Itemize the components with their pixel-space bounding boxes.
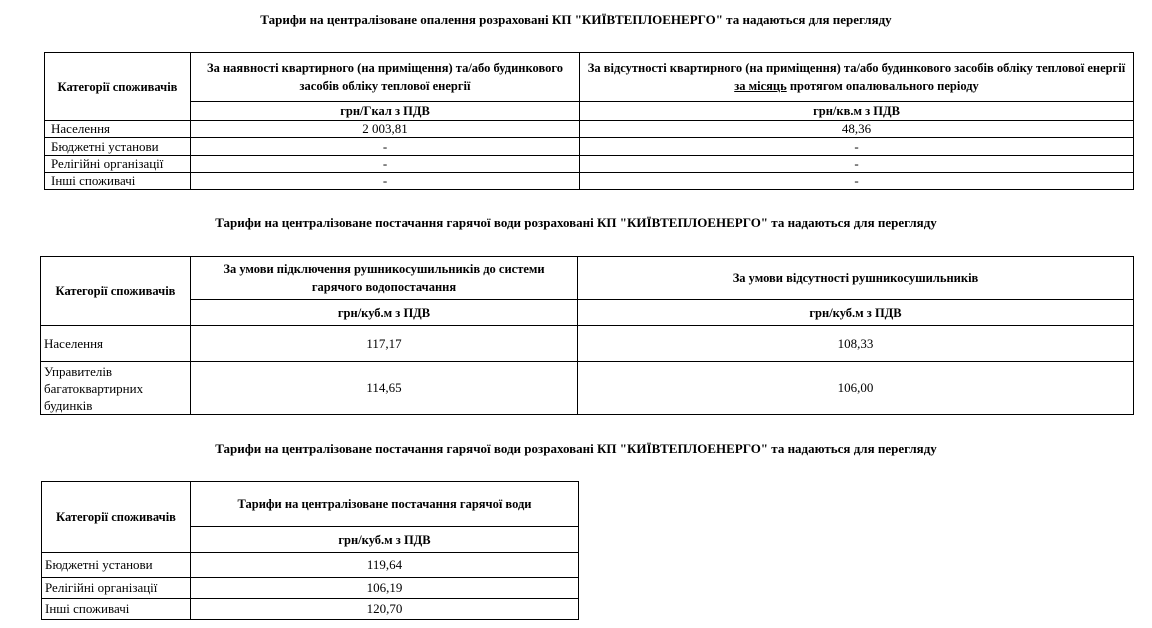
row-value: 114,65 bbox=[191, 362, 578, 415]
row-category: Інші споживачі bbox=[42, 599, 191, 620]
hot-water-other-col1-header: Тарифи на централізоване постачання гарячої води bbox=[191, 482, 579, 527]
hot-water-col2-unit: грн/куб.м з ПДВ bbox=[578, 300, 1134, 326]
row-category: Релігійні організації bbox=[42, 578, 191, 599]
heating-table bbox=[44, 52, 1134, 190]
table-row bbox=[42, 599, 579, 620]
row-value: 108,33 bbox=[578, 326, 1134, 362]
heating-col1-header: За наявності квартирного (на приміщення) та/або будинкового засобів обліку теплової енергії bbox=[191, 53, 580, 102]
heating-category-header: Категорії споживачів bbox=[45, 53, 191, 121]
table-row bbox=[42, 553, 579, 578]
table-row bbox=[42, 578, 579, 599]
row-category: Бюджетні установи bbox=[45, 138, 191, 156]
row-value: - bbox=[191, 173, 580, 190]
table-row bbox=[45, 156, 1134, 173]
hot-water-col1-unit: грн/куб.м з ПДВ bbox=[191, 300, 578, 326]
row-category: Населення bbox=[41, 326, 191, 362]
heating-col2-unit: грн/кв.м з ПДВ bbox=[580, 102, 1134, 121]
table-row bbox=[45, 138, 1134, 156]
table-row bbox=[45, 121, 1134, 138]
row-value: 117,17 bbox=[191, 326, 578, 362]
row-value: - bbox=[580, 138, 1134, 156]
heating-title: Тарифи на централізоване опалення розраховані КП "КИЇВТЕПЛОЕНЕРГО" та надаються для перегляду bbox=[260, 12, 892, 27]
row-value: - bbox=[191, 138, 580, 156]
hot-water-col2-header: За умови відсутності рушникосушильників bbox=[578, 257, 1134, 300]
hot-water-other-category-header: Категорії споживачів bbox=[42, 482, 191, 553]
table-row bbox=[41, 362, 1134, 415]
heating-col2-header: За відсутності квартирного (на приміщення) та/або будинкового засобів обліку теплової енергії за місяць протягом опалювального періоду bbox=[580, 53, 1134, 102]
row-value: - bbox=[580, 156, 1134, 173]
row-value: 119,64 bbox=[191, 553, 579, 578]
hot-water-title: Тарифи на централізоване постачання гарячої води розраховані КП "КИЇВТЕПЛОЕНЕРГО" та надаються для перегляду bbox=[215, 215, 937, 230]
row-value: - bbox=[580, 173, 1134, 190]
row-category: Населення bbox=[45, 121, 191, 138]
table-row bbox=[45, 173, 1134, 190]
heating-col1-unit: грн/Гкал з ПДВ bbox=[191, 102, 580, 121]
row-value: 120,70 bbox=[191, 599, 579, 620]
row-value: - bbox=[191, 156, 580, 173]
row-category: Релігійні організації bbox=[45, 156, 191, 173]
hot-water-other-table bbox=[41, 481, 579, 620]
table-row bbox=[41, 326, 1134, 362]
hot-water-table bbox=[40, 256, 1134, 415]
row-value: 106,00 bbox=[578, 362, 1134, 415]
row-category: Управителів багатоквартирних будинків bbox=[41, 362, 191, 415]
hot-water-col1-header: За умови підключення рушникосушильників до системи гарячого водопостачання bbox=[191, 257, 578, 300]
row-value: 48,36 bbox=[580, 121, 1134, 138]
row-value: 2 003,81 bbox=[191, 121, 580, 138]
hot-water-other-title: Тарифи на централізоване постачання гарячої води розраховані КП "КИЇВТЕПЛОЕНЕРГО" та надаються для перегляду bbox=[215, 441, 937, 456]
hot-water-category-header: Категорії споживачів bbox=[41, 257, 191, 326]
row-category: Інші споживачі bbox=[45, 173, 191, 190]
row-value: 106,19 bbox=[191, 578, 579, 599]
hot-water-other-col1-unit: грн/куб.м з ПДВ bbox=[191, 527, 579, 553]
row-category: Бюджетні установи bbox=[42, 553, 191, 578]
